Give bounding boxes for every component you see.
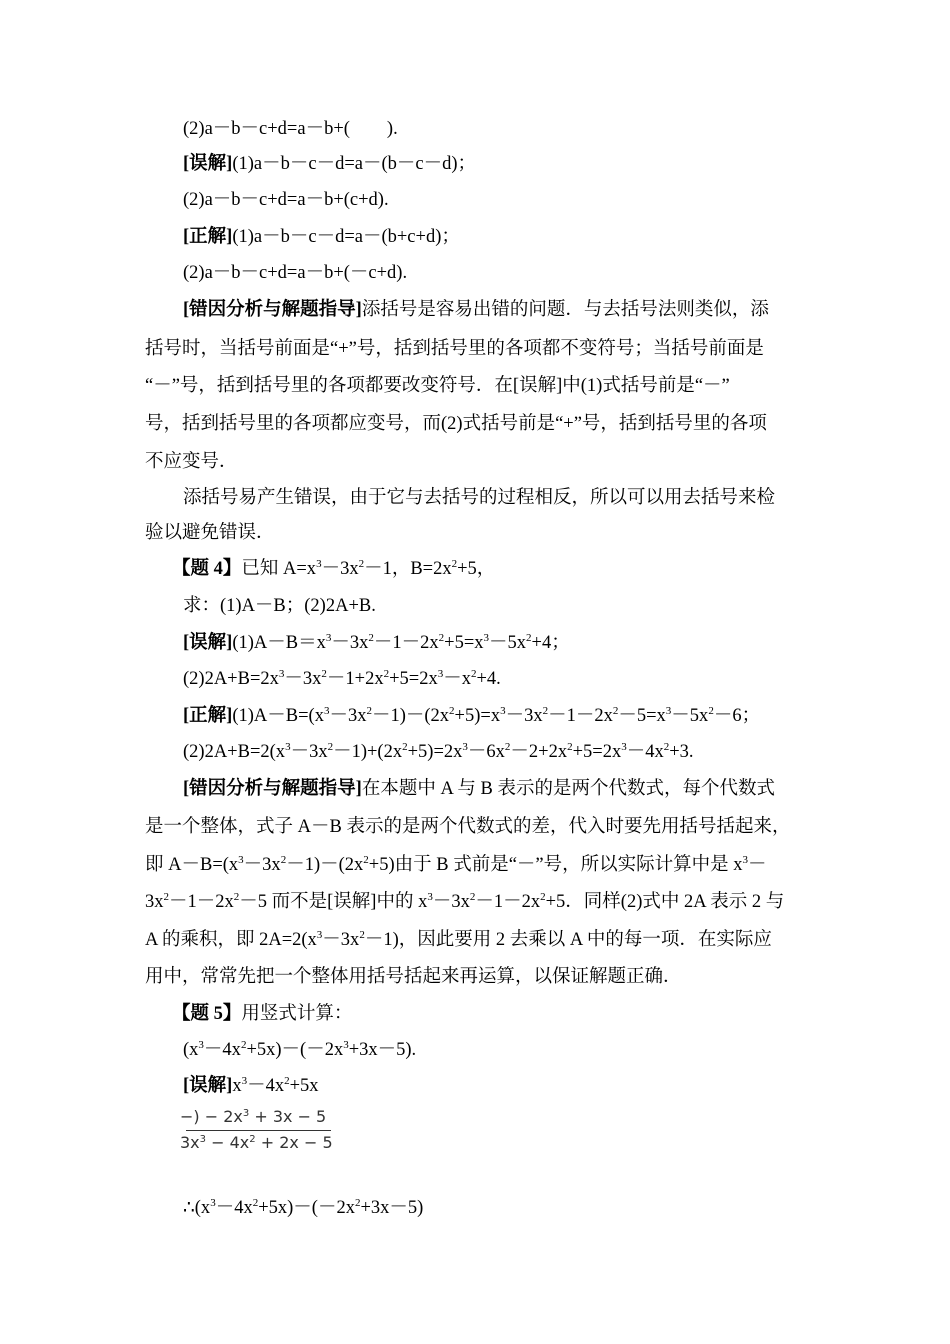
text-line: 添括号易产生错误，由于它与去括号的过程相反，所以可以用去括号来检 (183, 488, 776, 508)
text-line: 用中，常常先把一个整体用括号括起来再运算，以保证解题正确． (145, 967, 682, 987)
label-analysis: [错因分析与解题指导] (183, 300, 362, 320)
label-correct: [正解] (183, 227, 233, 247)
problem-5-heading: 【题 5】用竖式计算： (172, 1004, 353, 1024)
vertical-divider-line (186, 1130, 331, 1131)
text-line: [误解]$(1)A-B=x^3-3x^2-1-2x^2+5=x^3-5x^2+4$； (183, 632, 570, 653)
text-line: (2)a－b－c+d=a－b+( ). (183, 119, 398, 139)
text-line: $(2)2A+B=2x^3-3x^2-1+2x^2+5=2x^3-x^2+4$. (183, 668, 501, 689)
text-line: A 的乘积，即 $2A=2(x^3-3x^2-1)$，因此要用 2 去乘以 A 中的每一项．在实际应 (145, 929, 772, 950)
vertical-calculation (180, 1106, 340, 1154)
text-line: $(2)2A+B=2(x^3-3x^2-1)+(2x^2+5)=2x^3-6x^2-2+2x^2+5=2x^3-4x^2+3$. (183, 741, 694, 762)
text-line: [误解](1)a－b－c－d=a－(b－c－d)； (183, 154, 476, 174)
text-line: [正解]$(1)A-B=(x^3-3x^2-1)-(2x^2+5)=x^3-3x^2-1-2x^2-5=x^3-5x^2-6$； (183, 705, 761, 726)
vertical-row-subtrahend: −) − $2x^3 + 3x - 5$ (180, 1107, 327, 1126)
text-line: (2)a－b－c+d=a－b+(－c+d). (183, 263, 408, 283)
text-line: [正解](1)a－b－c－d=a－(b+c+d)； (183, 227, 460, 247)
text-line: 括号时，当括号前面是“+”号，括到括号里的各项都不变符号；当括号前面是 (145, 339, 764, 359)
vertical-row-result: $3x^3 - 4x^2 + 2x - 5$ (180, 1133, 333, 1152)
problem-4-heading: 【题 4】已知 $A=x^3-3x^2-1$，$B=2x^2+5$， (172, 558, 496, 579)
text-line: 求：(1)A－B；(2)2A+B. (183, 596, 376, 616)
text-line: 即 $A-B=(x^3-3x^2-1)-(2x^2+5)$由于 B 式前是“－”号，所以实际计算中是 $x^3-$ (145, 854, 767, 875)
label-wrong: [误解] (183, 154, 233, 174)
text-line: [误解]$x^3-4x^2+5x$ (183, 1075, 319, 1096)
text-line: (2)a－b－c+d=a－b+(c+d). (183, 190, 389, 210)
text-line: [错因分析与解题指导]在本题中 A 与 B 表示的是两个代数式，每个代数式 (183, 779, 776, 799)
text-line: “－”号，括到括号里的各项都要改变符号．在[误解]中(1)式括号前是“－” (145, 376, 730, 396)
text-line: $3x^2-1-2x^2-5$ 而不是[误解]中的 $x^3-3x^2-1-2x^2+5$．同样(2)式中 2A 表示 2 与 (145, 891, 785, 912)
text-line: [错因分析与解题指导]添括号是容易出错的问题．与去括号法则类似，添 (183, 300, 769, 320)
text-line: $(x^3-4x^2+5x)-(-2x^3+3x-5)$. (183, 1039, 417, 1060)
text-line: 不应变号． (145, 452, 238, 472)
text-line: 是一个整体，式子 A－B 表示的是两个代数式的差，代入时要先用括号括起来， (145, 817, 791, 837)
text-line: 验以避免错误． (145, 523, 275, 543)
text-line: $\therefore(x^3-4x^2+5x)-(-2x^2+3x-5)$ (183, 1197, 424, 1218)
text-line: 号，括到括号里的各项都应变号，而(2)式括号前是“+”号，括到括号里的各项 (145, 414, 767, 434)
